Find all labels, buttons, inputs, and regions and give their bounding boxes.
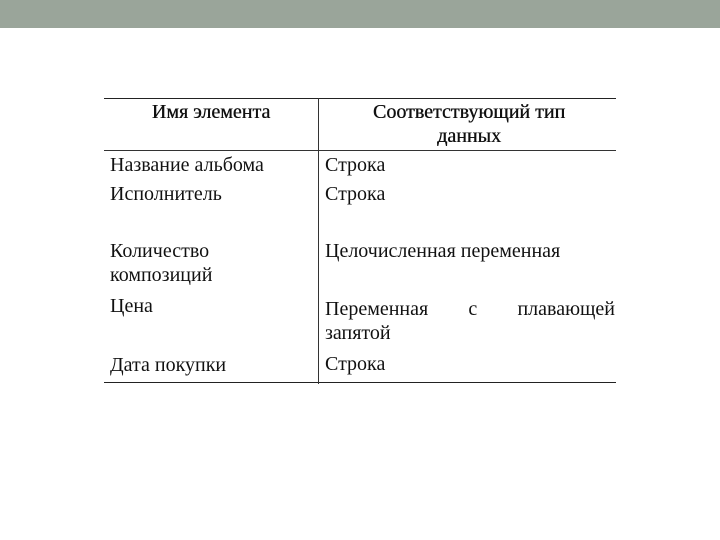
top-banner	[0, 0, 720, 28]
row-price-element: Цена	[110, 295, 153, 317]
row-album-name-element: Название альбома	[110, 154, 264, 176]
table-bottom-rule	[104, 382, 616, 383]
table-header-rule	[104, 150, 616, 151]
row-artist-type: Строка	[325, 183, 386, 205]
row-artist-element: Исполнитель	[110, 183, 222, 205]
header-data-type-line1: Соответствующий тип	[372, 101, 566, 123]
row-album-name-type: Строка	[325, 154, 386, 176]
row-price-type-line1: Переменная с плавающей	[325, 298, 615, 320]
row-purchase-date-type: Строка	[325, 353, 386, 375]
row-track-count-type: Целочисленная переменная	[325, 240, 561, 262]
column-divider	[318, 98, 319, 384]
data-type-table	[104, 98, 616, 384]
row-price-type-line2: запятой	[325, 322, 391, 344]
row-price-type	[325, 297, 615, 345]
row-track-count-element	[110, 239, 315, 287]
table-top-rule	[104, 98, 616, 99]
header-data-type-line2: данных	[437, 125, 501, 147]
row-purchase-date-element: Дата покупки	[110, 354, 227, 376]
row-track-count-element-line2: композиций	[110, 264, 213, 286]
row-track-count-element-line1: Количество	[110, 240, 210, 262]
header-data-type	[322, 100, 616, 148]
header-element-name: Имя элемента	[151, 101, 271, 123]
